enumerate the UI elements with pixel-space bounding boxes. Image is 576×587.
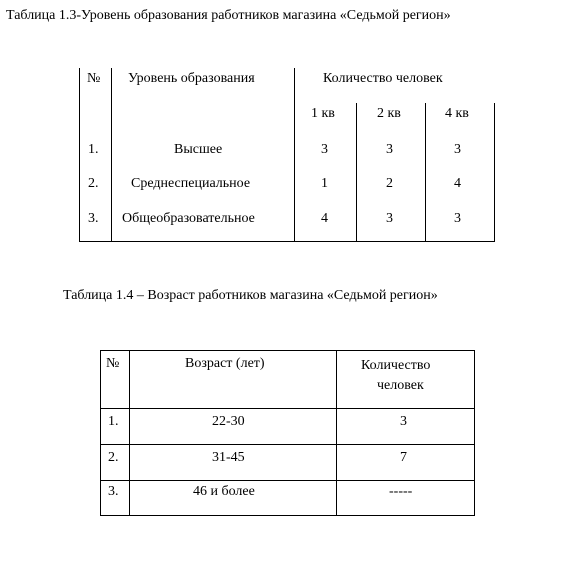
t1-row2-q2: 2: [386, 176, 393, 191]
t2-border-row3: [100, 480, 475, 481]
t1-row3-q4: 3: [454, 211, 461, 226]
t1-row1-q4: 3: [454, 142, 461, 157]
t2-row3-count: -----: [389, 484, 413, 499]
t1-row2-q1: 1: [321, 176, 328, 191]
t1-row2-q4: 4: [454, 176, 461, 191]
t1-header-q4: 4 кв: [445, 106, 469, 121]
t2-row1-count: 3: [400, 414, 407, 429]
t2-border-left: [100, 350, 101, 516]
t1-row1-level: Высшее: [174, 142, 223, 157]
t2-header-count-line2: человек: [377, 378, 424, 393]
t1-row1-q2: 3: [386, 142, 393, 157]
t2-border-right: [474, 350, 475, 516]
table2-caption: Таблица 1.4 – Возраст работников магазина «Седьмой регион»: [63, 288, 438, 303]
t2-border-row2: [100, 444, 475, 445]
t2-header-age: Возраст (лет): [185, 356, 265, 371]
t2-row3-num: 3.: [108, 484, 119, 499]
t1-header-q2: 2 кв: [377, 106, 401, 121]
t1-header-num: №: [87, 71, 101, 86]
t2-header-num: №: [106, 356, 120, 371]
t1-header-count: Количество человек: [323, 71, 443, 86]
t1-row3-q2: 3: [386, 211, 393, 226]
t2-row1-age: 22-30: [212, 414, 245, 429]
t2-border-row1: [100, 408, 475, 409]
t1-row2-num: 2.: [88, 176, 99, 191]
t2-row3-age: 46 и более: [193, 484, 255, 499]
t1-row1-q1: 3: [321, 142, 328, 157]
t2-border-age: [336, 350, 337, 516]
t2-row1-num: 1.: [108, 414, 119, 429]
t1-header-level: Уровень образования: [128, 71, 255, 86]
t1-row2-level: Среднеспециальное: [131, 176, 251, 191]
t2-border-num: [129, 350, 130, 516]
table1-caption: Таблица 1.3-Уровень образования работников магазина «Седьмой регион»: [6, 8, 451, 23]
t2-row2-age: 31-45: [212, 450, 245, 465]
t2-header-count-line1: Количество: [361, 358, 431, 373]
t1-header-q1: 1 кв: [311, 106, 335, 121]
t1-row3-q1: 4: [321, 211, 328, 226]
t2-border-top: [100, 350, 475, 351]
t2-row2-num: 2.: [108, 450, 119, 465]
t2-border-bottom: [100, 515, 475, 516]
t1-row3-num: 3.: [88, 211, 99, 226]
t2-row2-count: 7: [400, 450, 407, 465]
t1-row1-num: 1.: [88, 142, 99, 157]
t1-row3-level: Общеобразовательное: [122, 211, 255, 226]
